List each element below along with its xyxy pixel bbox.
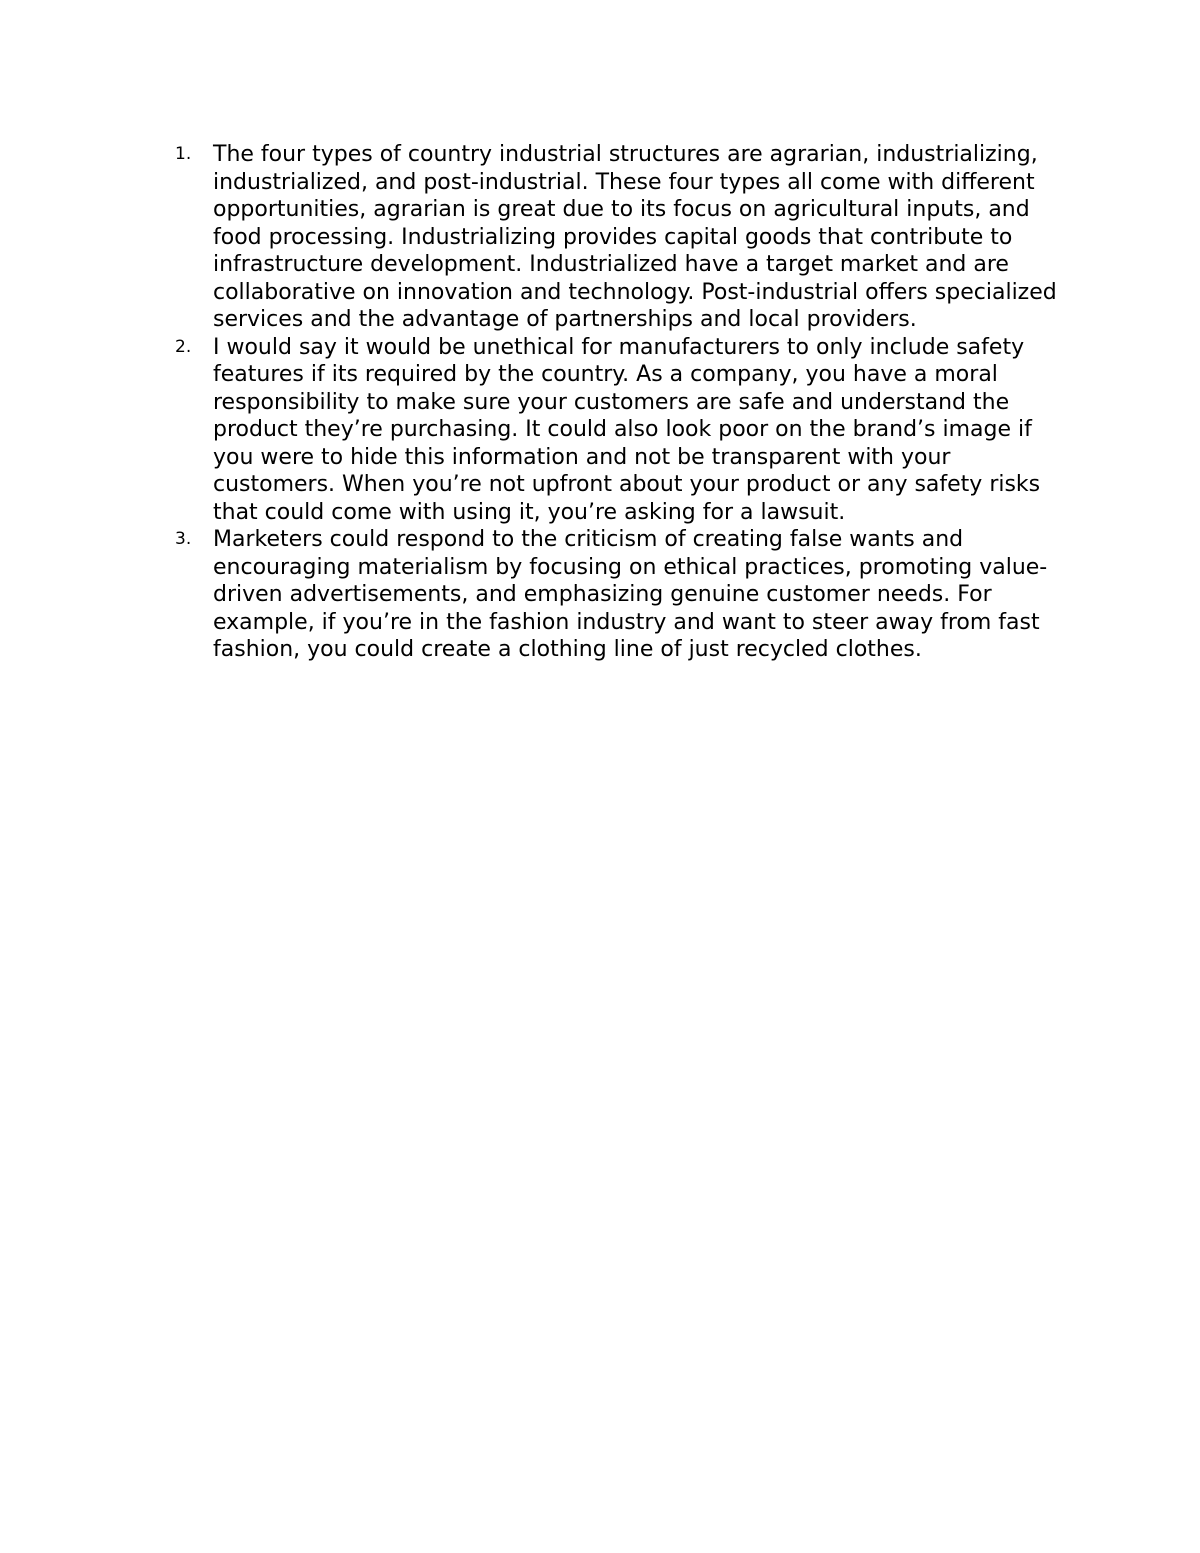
list-item-3 — [173, 526, 1063, 664]
answer-text: I would say it would be unethical for manufacturers to only include safety features if its required by the country. As a company, you have a moral responsibility to make sure your customers are safe and understand the product they’re purchasing. It could also look poor on the brand’s image if you were to hide this information and not be transparent with your customers. When you’re not upfront about your product or any safety risks that could come with using it, you’re asking for a lawsuit. — [213, 334, 1041, 525]
answer-text: Marketers could respond to the criticism of creating false wants and encouraging materialism by focusing on ethical practices, promoting value-driven advertisements, and emphasizing genuine customer needs. For example, if you’re in the fashion industry and want to steer away from fast fashion, you could create a clothing line of just recycled clothes. — [213, 527, 1048, 662]
answer-list — [173, 141, 1063, 664]
list-item-2 — [173, 334, 1063, 527]
answer-text: The four types of country industrial structures are agrarian, industrializing, industrialized, and post-industrial. These four types all come with different opportunities, agrarian is great due to its focus on agricultural inputs, and food processing. Industrializing provides capital goods that contribute to infrastructure development. Industrialized have a target market and are collaborative on innovation and technology. Post-industrial offers specialized services and the advantage of partnerships and local providers. — [213, 142, 1057, 332]
list-number: 1. — [175, 144, 192, 164]
list-number: 3. — [175, 529, 192, 549]
list-item-1 — [173, 141, 1063, 334]
list-number: 2. — [175, 336, 192, 357]
